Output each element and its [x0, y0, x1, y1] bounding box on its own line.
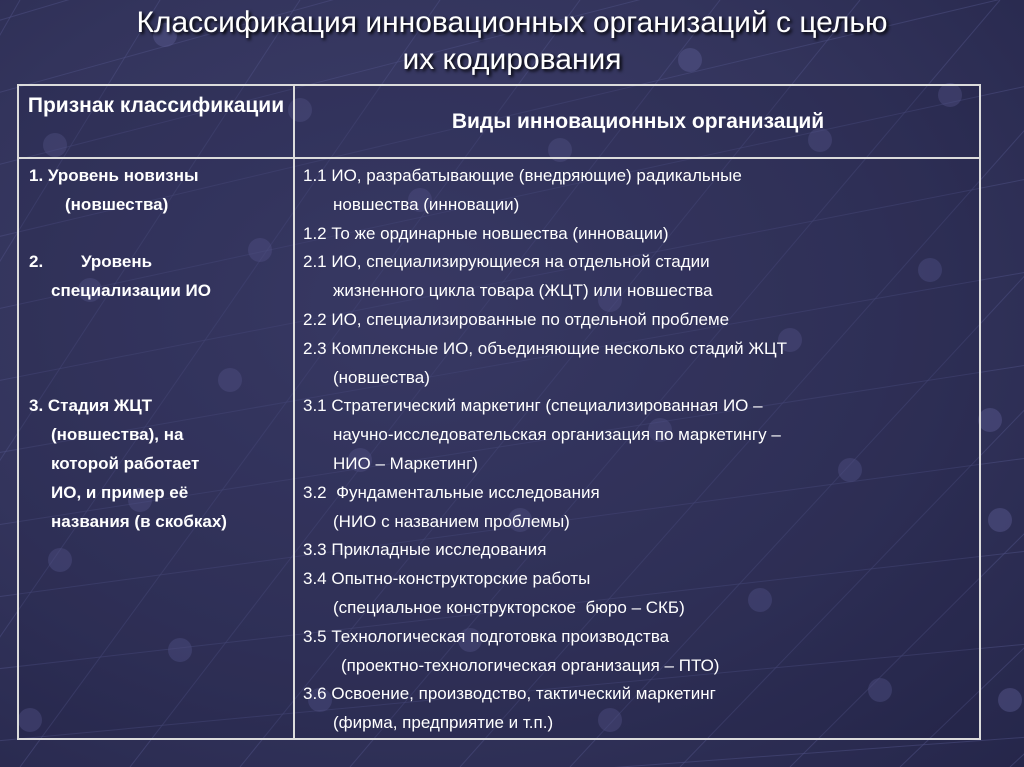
type-line: 2.3 Комплексные ИО, объединяющие несколько стадий ЖЦТ	[303, 338, 788, 358]
type-line: 3.6 Освоение, производство, тактический маркетинг	[303, 684, 716, 704]
header-classification-feature: Признак классификации	[27, 94, 285, 117]
type-line: 3.4 Опытно-конструкторские работы	[303, 569, 591, 589]
background-grid-line	[1010, 0, 1024, 767]
type-line: 3.2 Фундаментальные исследования	[303, 482, 600, 502]
slide-title	[0, 4, 1024, 78]
header-organization-types: Виды инновационных организаций	[451, 110, 825, 133]
background-node	[998, 688, 1022, 712]
type-line: 3.1 Стратегический маркетинг (специализированная ИО –	[303, 396, 763, 416]
type-line: жизненного цикла товара (ЖЦТ) или новшества	[333, 281, 713, 301]
title-line-2: их кодирования	[402, 43, 622, 76]
title-line-1: Классификация инновационных организаций с целью	[136, 6, 888, 39]
type-line: 3.5 Технологическая подготовка производства	[303, 626, 670, 646]
feature-line: ИО, и пример её	[51, 482, 189, 502]
feature-line	[29, 220, 289, 249]
feature-line: специализации ИО	[51, 281, 211, 301]
type-line: новшества (инновации)	[333, 194, 520, 214]
type-line: научно-исследовательская организация по маркетингу –	[333, 425, 781, 445]
feature-line	[29, 364, 289, 393]
classification-table	[17, 84, 981, 740]
feature-line: 3. Стадия ЖЦТ	[29, 396, 153, 416]
type-line: (проектно-технологическая организация – ПТО)	[341, 655, 720, 675]
feature-line: (новшества)	[65, 194, 169, 214]
type-line: 1.2 То же ординарные новшества (инновации)	[303, 223, 669, 243]
type-line: 3.3 Прикладные исследования	[303, 540, 547, 560]
feature-line: 1. Уровень новизны	[29, 166, 199, 185]
background-node	[988, 508, 1012, 532]
type-line: 2.2 ИО, специализированные по отдельной проблеме	[303, 309, 730, 329]
type-line: НИО – Маркетинг)	[333, 453, 478, 473]
type-line: (специальное конструкторское бюро – СКБ)	[333, 597, 685, 617]
type-line: 1.1 ИО, разрабатывающие (внедряющие) радикальные	[303, 166, 742, 185]
feature-line: названия (в скобках)	[51, 511, 227, 531]
type-line: (новшества)	[333, 367, 430, 387]
column-divider	[293, 86, 295, 738]
header-divider	[19, 157, 979, 159]
classification-feature-column	[29, 162, 289, 536]
type-line: 2.1 ИО, специализирующиеся на отдельной стадии	[303, 252, 710, 272]
feature-line: которой работает	[51, 453, 200, 473]
background-node	[978, 408, 1002, 432]
feature-line	[29, 306, 289, 335]
feature-line	[29, 335, 289, 364]
organization-types-column	[303, 162, 973, 738]
feature-line: (новшества), на	[51, 425, 184, 445]
type-line: (НИО с названием проблемы)	[333, 511, 570, 531]
feature-line: 2. Уровень	[29, 252, 153, 272]
type-line: (фирма, предприятие и т.п.)	[333, 713, 554, 733]
